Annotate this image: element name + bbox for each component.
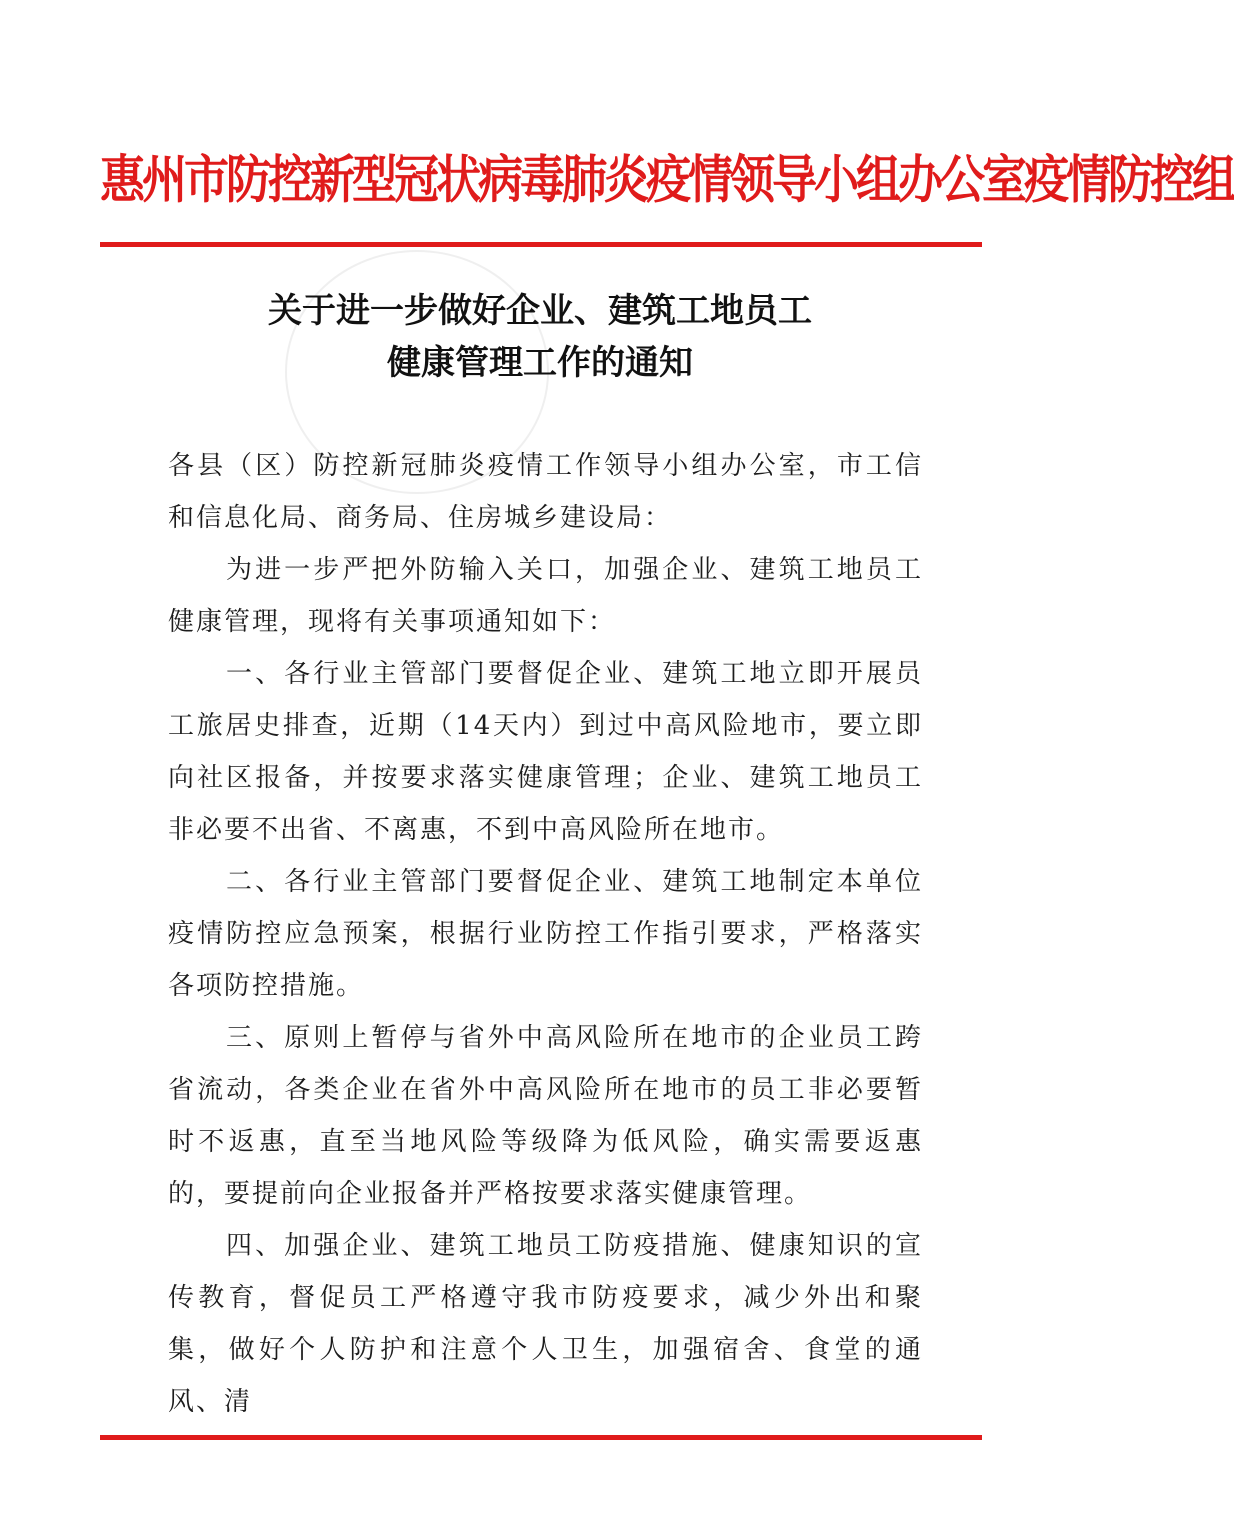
document-title-line-2: 健康管理工作的通知 xyxy=(387,343,693,383)
paragraph-item-1: 一、各行业主管部门要督促企业、建筑工地立即开展员工旅居史排查，近期（14天内）到过中高风险地市，要立即向社区报备，并按要求落实健康管理；企业、建筑工地员工非必要不出省、不离惠，不到中高风险所在地市。 xyxy=(168,659,923,845)
paragraph-item-3: 三、原则上暂停与省外中高风险所在地市的企业员工跨省流动，各类企业在省外中高风险所在地市的员工非必要暂时不返惠，直至当地风险等级降为低风险，确实需要返惠的，要提前向企业报备并严格按要求落实健康管理。 xyxy=(168,1023,923,1209)
document-title-line-1: 关于进一步做好企业、建筑工地员工 xyxy=(268,291,812,331)
document-body xyxy=(168,440,923,1428)
issuing-organization-header: 惠州市防控新型冠状病毒肺炎疫情领导小组办公室疫情防控组 xyxy=(100,148,1234,210)
paragraph-intro: 为进一步严把外防输入关口，加强企业、建筑工地员工健康管理，现将有关事项通知如下： xyxy=(168,555,923,637)
paragraph-item-2: 二、各行业主管部门要督促企业、建筑工地制定本单位疫情防控应急预案，根据行业防控工作指引要求，严格落实各项防控措施。 xyxy=(168,867,923,1001)
document-title xyxy=(140,285,940,389)
header-red-rule xyxy=(100,242,982,247)
footer-red-rule xyxy=(100,1435,982,1440)
salutation: 各县（区）防控新冠肺炎疫情工作领导小组办公室，市工信和信息化局、商务局、住房城乡建设局： xyxy=(168,451,923,533)
paragraph-item-4: 四、加强企业、建筑工地员工防疫措施、健康知识的宣传教育，督促员工严格遵守我市防疫要求，减少外出和聚集，做好个人防护和注意个人卫生，加强宿舍、食堂的通风、清 xyxy=(168,1231,923,1417)
